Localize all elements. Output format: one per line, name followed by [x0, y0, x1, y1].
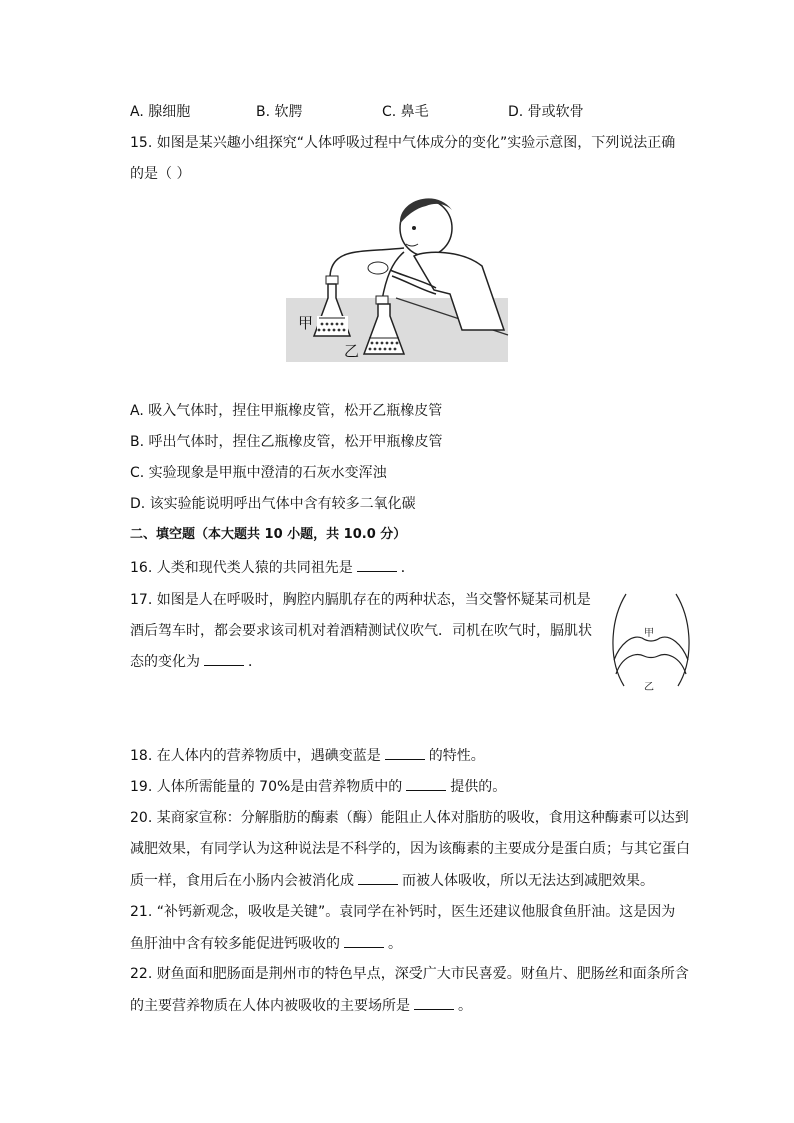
diaphragm-yi-label: 乙 [644, 682, 654, 693]
q17-end: ． [248, 654, 262, 670]
q20-line1: 20. 某商家宣称：分解脂肪的酶素（酶）能阻止人体对脂肪的吸收，食用这种酶素可以达到 [130, 810, 689, 826]
q15-option-d: D. 该实验能说明呼出气体中含有较多二氧化碳 [130, 496, 416, 512]
q16-text: 16. 人类和现代类人猿的共同祖先是 [130, 560, 353, 576]
q14-option-a: A. 腺细胞 [130, 104, 191, 120]
q20-end: 而被人体吸收，所以无法达到减肥效果。 [402, 873, 654, 889]
q15-option-b: B. 呼出气体时，捏住乙瓶橡皮管，松开甲瓶橡皮管 [130, 434, 443, 450]
q15-figure-breathing-experiment [286, 190, 510, 362]
diaphragm-jia-label: 甲 [644, 628, 654, 639]
q17-line1: 17. 如图是人在呼吸时，胸腔内膈肌存在的两种状态，当交警怀疑某司机是 [130, 592, 591, 608]
q19-end: 提供的。 [450, 779, 507, 795]
q15-stem-line1: 15. 如图是某兴趣小组探究“人体呼吸过程中气体成分的变化”实验示意图，下列说法正确 [130, 135, 676, 151]
q20-line3 [130, 870, 654, 891]
q16 [130, 557, 415, 578]
q19-answer-blank [406, 776, 446, 791]
q21-answer-blank [344, 933, 384, 948]
flask-jia-label: 甲 [298, 314, 314, 332]
q22-answer-blank [414, 995, 454, 1010]
q20-text: 质一样，食用后在小肠内会被消化成 [130, 873, 354, 889]
q16-answer-blank [357, 557, 397, 572]
breathing-experiment-illustration [286, 190, 510, 362]
q22-line1: 22. 财鱼面和肥肠面是荆州市的特色早点，深受广大市民喜爱。财鱼片、肥肠丝和面条所含 [130, 966, 689, 982]
q14-option-c: C. 鼻毛 [382, 104, 429, 120]
q18-end: 的特性。 [428, 748, 485, 764]
q18-answer-blank [385, 745, 425, 760]
q22-text: 的主要营养物质在人体内被吸收的主要场所是 [130, 998, 410, 1014]
q14-option-b: B. 软腭 [256, 104, 303, 120]
q16-end: ． [400, 560, 415, 576]
q15-option-a: A. 吸入气体时，捏住甲瓶橡皮管，松开乙瓶橡皮管 [130, 403, 443, 419]
section-heading: 二、填空题（本大题共 10 小题，共 10.0 分） [130, 527, 407, 542]
q17-figure-diaphragm [606, 590, 696, 696]
q21-end: 。 [388, 936, 402, 952]
q19-text: 19. 人体所需能量的 70%是由营养物质中的 [130, 779, 403, 795]
q22-end: 。 [458, 998, 472, 1014]
q17-line3 [130, 651, 262, 672]
q21-text: 鱼肝油中含有较多能促进钙吸收的 [130, 936, 340, 952]
q18-text: 18. 在人体内的营养物质中，遇碘变蓝是 [130, 748, 381, 764]
q17-answer-blank [204, 651, 244, 666]
q18 [130, 745, 485, 766]
q21-line1: 21. “补钙新观念，吸收是关键”。袁同学在补钙时，医生还建议他服食鱼肝油。这是因为 [130, 904, 676, 920]
q22-line2 [130, 995, 472, 1016]
q20-line2: 减肥效果，有同学认为这种说法是不科学的，因为该酶素的主要成分是蛋白质；与其它蛋白 [130, 841, 690, 857]
q21-line2 [130, 933, 402, 954]
q15-option-c: C. 实验现象是甲瓶中澄清的石灰水变浑浊 [130, 465, 387, 481]
q17-line2: 酒后驾车时，都会要求该司机对着酒精测试仪吹气．司机在吹气时，膈肌状 [130, 623, 592, 639]
flask-yi-label: 乙 [344, 342, 360, 360]
q17-text: 态的变化为 [130, 654, 200, 670]
q20-answer-blank [358, 870, 398, 885]
q19 [130, 776, 506, 797]
q14-option-d: D. 骨或软骨 [508, 104, 584, 120]
q15-stem-line2: 的是（ ） [130, 166, 191, 182]
